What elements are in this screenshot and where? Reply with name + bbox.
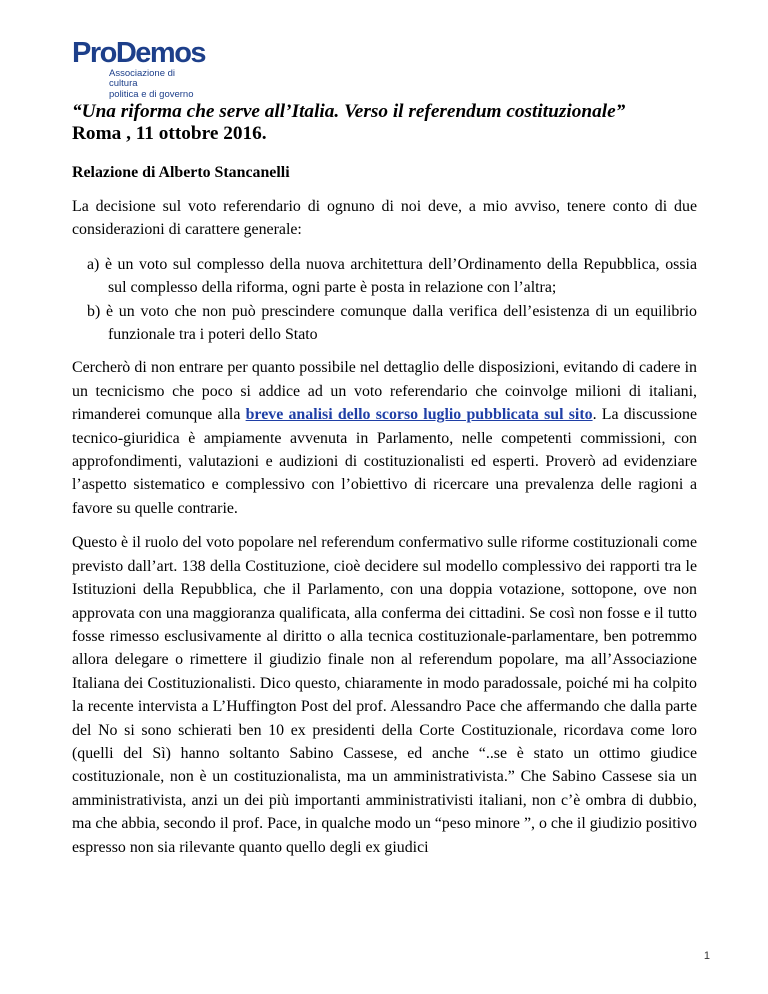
paragraph-approach: Cercherò di non entrare per quanto possibile nel dettaglio delle disposizioni, evitando di cadere in un tecnicismo che poco si addice ad un voto referendario che coinvolge milioni di italiani, rimanderei comunque alla breve analisi dello scorso luglio pubblicata sul sito. La discussione tecnico-giuridica è ampiamente avvenuta in Parlamento, nelle competenti commissioni, con approfondimenti, valutazioni e audizioni di costituzionalisti ed esperti. Proverò ad evidenziare l’aspetto sistematico e complessivo con l’obiettivo di ricercare una prevalenza delle ragioni a favore su quelle contrarie. <box>72 359 698 517</box>
list-item-text: è un voto che non può prescindere comunque dalla verifica dell’esistenza di un equilibrio funzionale tra i poteri dello Stato <box>106 302 697 344</box>
prodemos-logo <box>72 37 206 100</box>
list-marker: a) <box>87 255 100 273</box>
list-item-text: è un voto sul complesso della nuova architettura dell’Ordinamento della Repubblica, ossia sul complesso della riforma, ogni parte è posta in relazione con l’altra; <box>104 255 697 297</box>
document-title: “Una riforma che serve all’Italia. Verso il referendum costituzionale” <box>72 101 626 122</box>
analysis-link[interactable]: breve analisi dello scorso luglio pubblicata sul sito <box>245 406 593 424</box>
logo-tagline-2: politica e di governo <box>109 89 194 100</box>
paragraph-referendum-role: Questo è il ruolo del voto popolare nel referendum confermativo sulle riforme costituzionali come previsto dall’art. 138 della Costituzione, cioè decidere sul modello complessivo dei rapporti tra le Istituzioni della Repubblica, che il Parlamento, con una doppia votazione, sottopone, ove non approvata con una maggioranza qualificata, alla conferma dei cittadini. Se così non fosse e il tutto fosse rimesso esclusivamente al diritto o alla tecnica costituzionale-parlamentare, ben potremmo allora delegare o rimettere il giudizio finale non al referendum popolare, ma all’Associazione Italiana dei Costituzionalisti. Dico questo, chiaramente in modo paradossale, poiché mi ha colpito la recente intervista a L’Huffington Post del prof. Alessandro Pace che affermando che dalla parte del No si sono schierati ben 10 ex presidenti della Corte Costituzionale, ricordava come loro (quelli del Sì) hanno soltanto Sabino Cassese, ed anche “..se è stato un ottimo giudice costituzionale, non è un costituzionalista, ma un amministrativista.” Che Sabino Cassese sia un amministrativista, anzi un dei più importanti amministrativisti italiani, non c’è ombra di dubbio, ma che abbia, secondo il prof. Pace, in qualche modo un “peso minore ”, o che il giudizio positivo espresso non sia rilevante quanto quello degli ex giudici <box>72 534 697 856</box>
document-author: Relazione di Alberto Stancanelli <box>72 164 290 181</box>
list-marker: b) <box>87 302 101 320</box>
considerations-list <box>72 253 697 347</box>
list-item <box>72 253 697 300</box>
paragraph-intro: La decisione sul voto referendario di ognuno di noi deve, a mio avviso, tenere conto di due considerazioni di carattere generale: <box>72 198 697 239</box>
logo-brand: ProDemos <box>72 37 206 69</box>
list-item <box>72 300 697 347</box>
page-number: 1 <box>703 950 710 962</box>
document-body <box>72 101 697 870</box>
document-date: Roma , 11 ottobre 2016. <box>72 123 267 144</box>
logo-tagline-1: Associazione di cultura <box>109 68 176 89</box>
